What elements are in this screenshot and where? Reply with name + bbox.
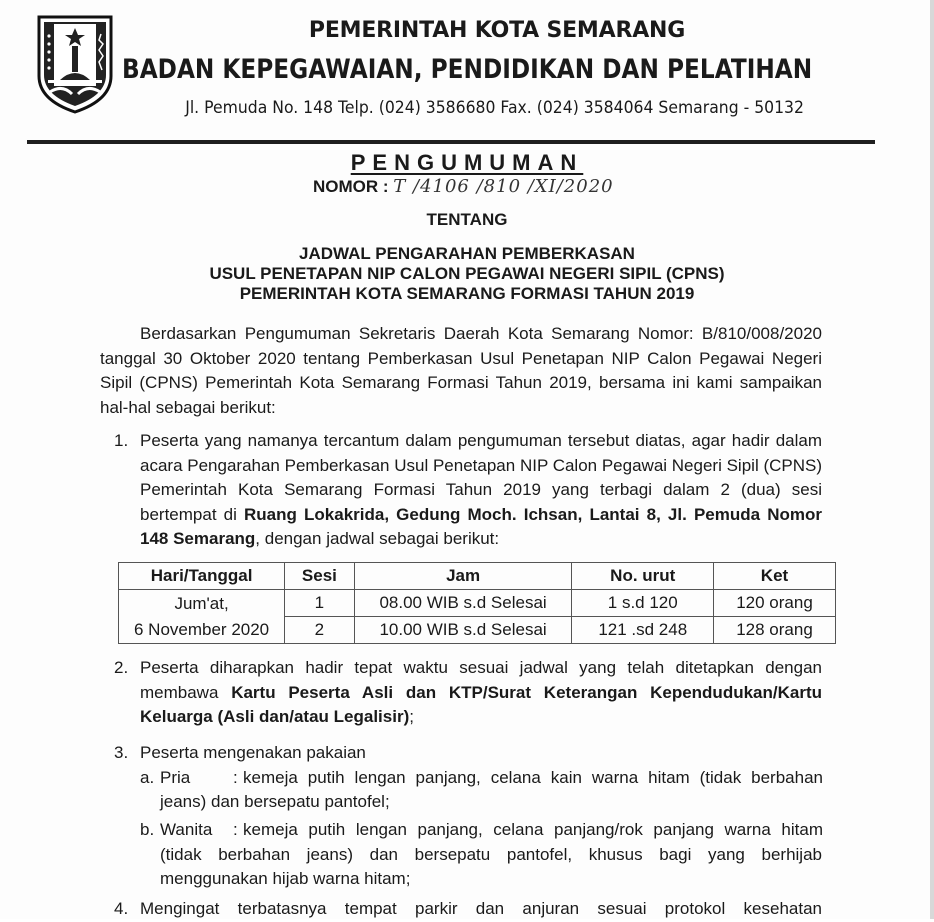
col-header-date: Hari/Tanggal bbox=[119, 563, 285, 590]
col-header-time: Jam bbox=[354, 563, 572, 590]
item-text: Peserta yang namanya tercantum dalam pengumuman tersebut diatas, agar hadir dalam acara Pengarahan Pemberkasan Usul Penetapan NIP Calon Pegawai Negeri Sipil (CPNS) Pemerintah Kota Semarang Formasi Tahun 2019 yang terbagi dalam 2 (dua) sesi bertempat di bbox=[140, 431, 822, 524]
tentang-heading: TENTANG bbox=[426, 210, 508, 229]
sub-item-who: Wanita bbox=[160, 820, 213, 839]
item-text: ; bbox=[409, 707, 414, 726]
session-cell: 1 bbox=[285, 590, 355, 617]
sub-item-who: Pria bbox=[160, 768, 191, 787]
subject-line: USUL PENETAPAN NIP CALON PEGAWAI NEGERI SIPIL (CPNS) bbox=[209, 264, 725, 283]
sub-item-continued: (tidak berbahan jeans) dan bersepatu pantofel, khusus bagi yang berhijab bbox=[160, 845, 822, 864]
subject-line: JADWAL PENGARAHAN PEMBERKASAN bbox=[299, 244, 635, 263]
item-bold-text: Ruang Lokakrida, Gedung Moch. Ichsan, Lantai 8, Jl. Pemuda Nomor 148 Semarang bbox=[140, 504, 822, 548]
schedule-table bbox=[118, 562, 836, 644]
nomor-value: T /4106 /810 /XI/2020 bbox=[393, 176, 614, 197]
col-header-note: Ket bbox=[714, 563, 836, 590]
table-header-row bbox=[119, 563, 836, 590]
sub-item-text: kemeja putih lengan panjang, celana kain warna hitam (tidak berbahan bbox=[243, 768, 823, 787]
item-number: 2. bbox=[114, 658, 129, 677]
session-cell: 2 bbox=[285, 617, 355, 644]
nomor-label: NOMOR : bbox=[313, 177, 389, 196]
date-cell bbox=[119, 590, 285, 644]
item-1-text bbox=[140, 429, 822, 552]
time-cell: 08.00 WIB s.d Selesai bbox=[354, 590, 572, 617]
table-row bbox=[119, 590, 836, 617]
intro-paragraph: Berdasarkan Pengumuman Sekretaris Daerah Kota Semarang Nomor: B/810/008/2020 tanggal 30 Oktober 2020 tentang Pemberkasan Usul Penetapan NIP Calon Pegawai Negeri Sipil (CPNS) Pemerintah Kota Semarang Formasi Tahun 2019, bersama ini kami sampaikan hal-hal sebagai berikut: bbox=[100, 324, 822, 417]
note-cell: 128 orang bbox=[714, 617, 836, 644]
item-number: 1. bbox=[114, 431, 129, 450]
letterhead-divider bbox=[27, 140, 875, 144]
subject-block bbox=[0, 244, 934, 304]
col-header-order: No. urut bbox=[572, 563, 714, 590]
scan-edge bbox=[930, 0, 934, 919]
day-text: Jum'at, bbox=[174, 593, 229, 613]
sub-item-continued: menggunakan hijab warna hitam; bbox=[160, 869, 411, 888]
letterhead-address: Jl. Pemuda No. 148 Telp. (024) 3586680 Fax. (024) 3584064 Semarang - 50132 bbox=[185, 98, 804, 118]
time-cell: 10.00 WIB s.d Selesai bbox=[354, 617, 572, 644]
col-header-session: Sesi bbox=[285, 563, 355, 590]
sub-item-continued: jeans) dan bersepatu pantofel; bbox=[160, 792, 390, 811]
item-2-text bbox=[140, 656, 822, 730]
title-text: PENGUMUMAN bbox=[350, 150, 584, 175]
letterhead-agency: BADAN KEPEGAWAIAN, PENDIDIKAN DAN PELATIHAN bbox=[122, 54, 813, 85]
item-text: , dengan jadwal sebagai berikut: bbox=[255, 529, 500, 548]
order-cell: 1 s.d 120 bbox=[572, 590, 714, 617]
note-cell: 120 orang bbox=[714, 590, 836, 617]
letterhead-government: PEMERINTAH KOTA SEMARANG bbox=[308, 18, 686, 43]
order-cell: 121 .sd 248 bbox=[572, 617, 714, 644]
item-number: 3. bbox=[114, 743, 129, 762]
item-bold-text: Kartu Peserta Asli dan KTP/Surat Keterangan Kependudukan/Kartu Keluarga (Asli dan/atau Legalisir) bbox=[140, 682, 822, 726]
sub-item-label: a. bbox=[140, 768, 155, 787]
item-number: 4. bbox=[114, 899, 129, 918]
sub-item-text: kemeja putih lengan panjang, celana panjang/rok panjang warna hitam bbox=[243, 820, 823, 839]
sub-item-label: b. bbox=[140, 820, 155, 839]
item-3-text: Peserta mengenakan pakaian bbox=[140, 743, 366, 762]
document-number bbox=[313, 176, 614, 197]
subject-line: PEMERINTAH KOTA SEMARANG FORMASI TAHUN 2019 bbox=[239, 284, 695, 303]
sub-item-colon: : bbox=[233, 820, 238, 839]
sub-item-colon: : bbox=[233, 768, 238, 787]
item-4-text: Mengingat terbatasnya tempat parkir dan anjuran sesuai protokol kesehatan bbox=[140, 899, 822, 918]
item-text: Peserta diharapkan hadir tepat waktu sesuai jadwal yang telah ditetapkan dengan membawa bbox=[140, 658, 822, 702]
date-text: 6 November 2020 bbox=[134, 619, 270, 639]
document-title bbox=[0, 150, 934, 176]
